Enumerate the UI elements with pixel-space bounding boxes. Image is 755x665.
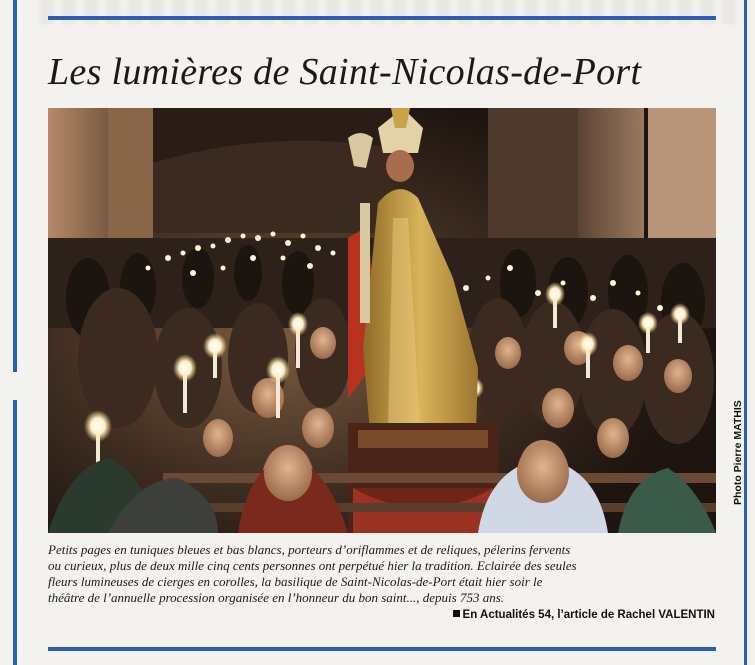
bleed-through-text	[40, 0, 740, 24]
caption-line: fleurs lumineuses de cierges en corolles, la basilique de Saint-Nicolas-de-Port était hier soir le	[48, 574, 543, 589]
caption-line: théâtre de l’annuelle procession organisée en l’honneur du bon saint..., depuis 753 ans.	[48, 590, 505, 605]
procession-photo	[48, 108, 716, 533]
caption-line: ou curieux, plus de deux mille cinq cents personnes ont perpétué hier la tradition. Eclairée des seules	[48, 558, 577, 573]
article-byline	[453, 609, 715, 621]
photo-caption	[48, 542, 716, 606]
caption-line: Petits pages en tuniques bleues et bas blancs, porteurs d’oriflammes et de reliques, pélerins fervents	[48, 542, 571, 557]
top-rule	[48, 16, 716, 20]
left-rule-upper	[13, 0, 17, 372]
square-bullet-icon	[453, 610, 460, 617]
headline: Les lumières de Saint-Nicolas-de-Port	[48, 51, 642, 93]
left-rule-lower	[13, 400, 17, 665]
byline-text: En Actualités 54, l’article de Rachel VALENTIN	[462, 609, 715, 621]
right-rule	[744, 0, 747, 665]
bottom-rule	[48, 647, 716, 651]
photo-credit: Photo Pierre MATHIS	[732, 400, 744, 505]
